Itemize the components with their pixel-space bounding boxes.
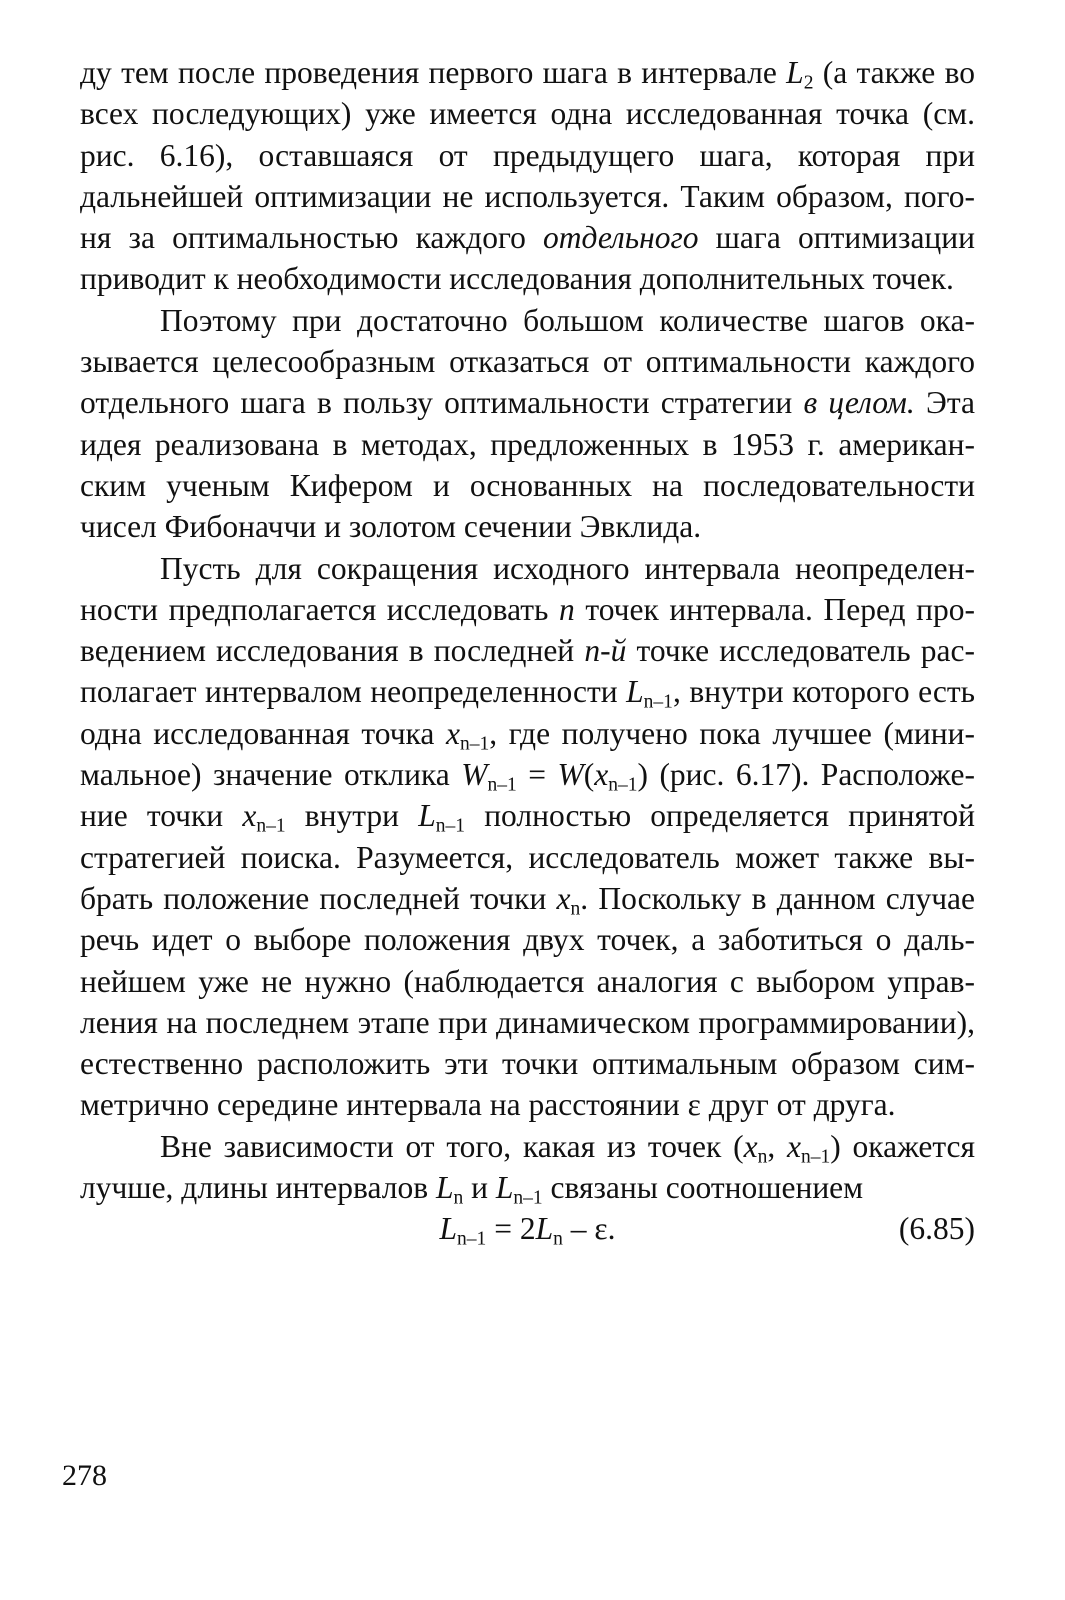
text-run: , где получено пока лучшее (минимальное) значение отклика <box>80 715 975 793</box>
text-run: связаны соотношением <box>542 1170 864 1206</box>
math-operator: = 2 <box>486 1211 536 1247</box>
text-run: точке исследователь располагает интервалом неопределенности <box>80 633 975 710</box>
body-text <box>80 52 975 1250</box>
math-subscript: n <box>570 898 581 920</box>
text-run: и <box>463 1170 496 1206</box>
text-run: Эта идея реализована в методах, предложенных в 1953 г. американским ученым Кифером и основанных на последовательности чисел Фибоначчи и золотом сечении Эвклида. <box>80 385 975 545</box>
paragraph-3 <box>80 548 975 1126</box>
math-var: x <box>242 798 257 834</box>
math-var: L <box>626 674 644 710</box>
text-run: . Поскольку в данном случае речь идет о выборе положения двух точек, а заботиться о дальнейшем уже не нужно (наблюдается аналогия с выбором управления на последнем этапе при динамическом программировании), естественно расположить эти точки оптимальным образом симметрично середине интервала на расстоянии ε друг от друга. <box>80 880 975 1123</box>
math-subscript: n–1 <box>643 691 673 713</box>
page-number: 278 <box>62 1459 107 1492</box>
text-run: внутри <box>285 798 419 834</box>
math-var: n <box>559 591 575 627</box>
math-var: x <box>556 880 571 916</box>
math-var: L <box>439 1211 458 1247</box>
math-var: n-й <box>584 633 627 669</box>
math-var: W <box>461 757 488 793</box>
text-run: полностью определяется принятой стратегией поиска. Разумеется, исследователь может также выбрать положение последней точки <box>80 798 975 916</box>
math-var: L <box>786 55 804 90</box>
math-subscript: n–1 <box>435 815 466 837</box>
paragraph-1 <box>80 52 975 300</box>
paragraph-2 <box>80 300 975 548</box>
math-subscript: n–1 <box>513 1187 543 1209</box>
text-run: шага оптимизации приводит к необходимости исследования дополнительных точек. <box>80 220 975 297</box>
text-run: (а также во всех последующих) уже имеется одна исследованная точка (см. рис. 6.16), оставшаяся от предыдущего шага, которая при дальнейшей оптимизации не используется. Таким образом, погоня за оптимальностью каждого <box>80 55 975 256</box>
display-equation <box>80 1208 975 1250</box>
math-var: L <box>435 1170 454 1206</box>
math-subscript: n–1 <box>256 815 286 837</box>
math-subscript: n–1 <box>487 774 517 796</box>
text-run: ) окажется лучше, длины интервалов <box>80 1128 976 1206</box>
equation-number: (6.85) <box>898 1211 975 1247</box>
emphasis: в целом. <box>803 385 915 421</box>
text-run: Вне зависимости от того, какая из точек ( <box>160 1128 744 1164</box>
math-subscript: n <box>757 1146 768 1168</box>
math-var: x <box>594 757 609 793</box>
math-operator: = <box>516 757 558 793</box>
math-var: W <box>557 757 584 793</box>
math-subscript: n–1 <box>457 1228 487 1250</box>
math-var: x <box>445 715 460 751</box>
text-run: ду тем после проведения первого шага в интервале <box>80 55 787 90</box>
emphasis: отдельного <box>543 220 699 256</box>
math-subscript: n <box>553 1228 563 1250</box>
text-run: (рис. 6.17). Расположение точки <box>80 757 975 834</box>
equation-body <box>80 1208 975 1249</box>
math-var: x <box>743 1128 758 1164</box>
paragraph-4 <box>80 1126 975 1209</box>
text-run: Поэтому при достаточно большом количестве шагов оказывается целесообразным отказаться от оптимальности каждого отдельного шага в пользу оптимальности стратегии <box>80 302 975 421</box>
math-subscript: n–1 <box>459 733 490 755</box>
math-paren: ( <box>583 757 595 793</box>
math-subscript: 2 <box>803 72 814 94</box>
math-paren: ) <box>637 757 648 793</box>
math-subscript: n <box>453 1187 464 1209</box>
math-var: L <box>535 1211 554 1247</box>
text-run: , <box>767 1128 787 1164</box>
math-var: x <box>786 1128 801 1164</box>
math-var: L <box>495 1170 514 1206</box>
text-run: Пусть для сокращения исходного интервала неопределенности предполагается исследовать <box>80 550 975 627</box>
math-subscript: n–1 <box>800 1146 831 1168</box>
text-run: , внутри которого есть одна исследованная точка <box>80 674 975 751</box>
text-run: точек интервала. Перед проведением исследования в последней <box>80 591 975 669</box>
math-var: L <box>418 798 436 834</box>
math-operator: – ε. <box>562 1211 616 1247</box>
math-subscript: n–1 <box>608 774 638 796</box>
